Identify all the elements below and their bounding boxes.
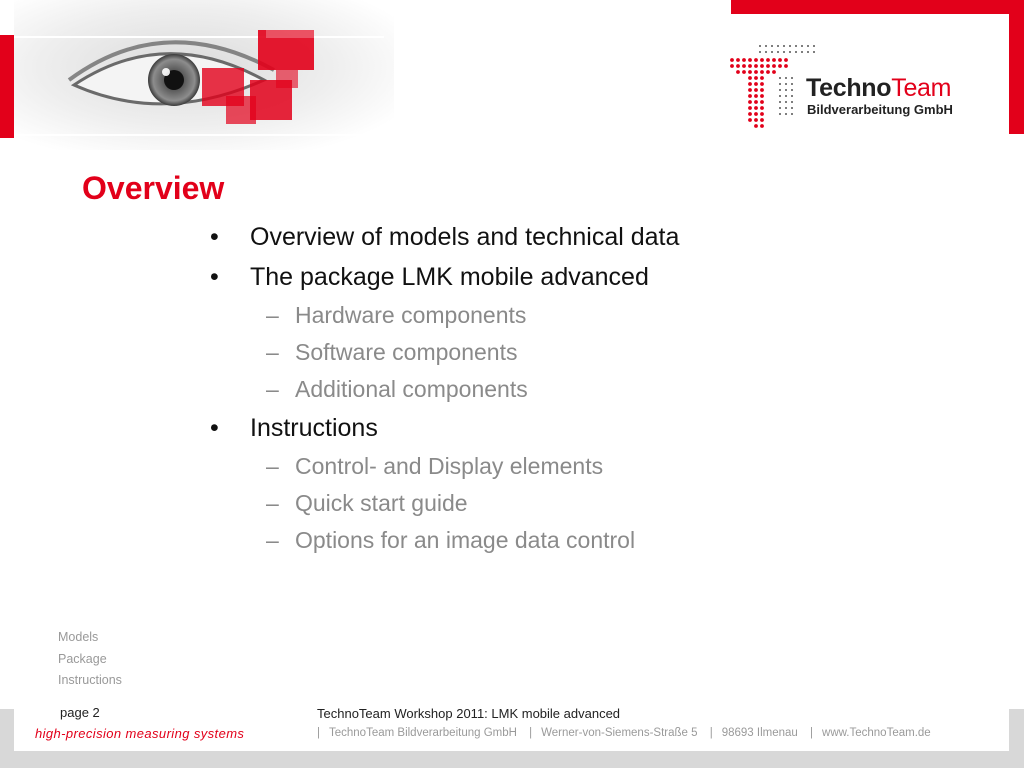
- section-nav: [58, 628, 122, 693]
- footer-address: Werner-von-Siemens-Straße 5: [541, 727, 698, 739]
- sub-bullet-item: – Additional components: [266, 376, 528, 402]
- bullet-item: • The package LMK mobile advanced: [210, 263, 649, 291]
- footer-company: TechnoTeam Bildverarbeitung GmbH: [329, 727, 517, 739]
- bullet-item: • Instructions: [210, 414, 378, 442]
- footer-separator: |: [709, 727, 713, 739]
- sub-bullet-item: – Quick start guide: [266, 490, 468, 516]
- red-accent-bar-top: [731, 0, 1024, 14]
- red-accent-bar-left: [0, 35, 14, 138]
- page-number: page 2: [60, 705, 100, 720]
- company-tagline: high-precision measuring systems: [35, 726, 245, 741]
- dash-icon: –: [266, 339, 279, 365]
- logo-subtitle: Bildverarbeitung GmbH: [807, 102, 953, 117]
- dash-icon: –: [266, 302, 279, 328]
- logo-wordmark: [806, 74, 951, 103]
- nav-link-models[interactable]: Models: [58, 630, 99, 644]
- nav-link-instructions[interactable]: Instructions: [58, 673, 122, 687]
- bullet-dot-icon: •: [210, 414, 219, 442]
- sub-bullet-item: – Options for an image data control: [266, 527, 636, 553]
- sub-bullet-item: – Hardware components: [266, 302, 527, 328]
- footer-separator: |: [810, 727, 814, 739]
- logo-wordmark-team: Team: [891, 74, 952, 102]
- bullet-dot-icon: •: [210, 223, 219, 251]
- bullet-list: [210, 220, 910, 562]
- dash-icon: –: [266, 490, 279, 516]
- bullet-dot-icon: •: [210, 263, 219, 291]
- footer-separator: |: [529, 727, 533, 739]
- nav-link-package[interactable]: Package: [58, 651, 107, 666]
- footer-city: 98693 Ilmenau: [721, 727, 798, 739]
- dash-icon: –: [266, 527, 279, 553]
- footer-website-link[interactable]: www.TechnoTeam.de: [822, 727, 931, 739]
- sub-bullet-item: – Software components: [266, 339, 518, 365]
- eye-banner-image: [14, 0, 394, 150]
- workshop-title: TechnoTeam Workshop 2011: LMK mobile advanced: [317, 706, 621, 721]
- red-accent-bar-right: [1009, 14, 1024, 134]
- footer-separator: |: [317, 727, 320, 739]
- slide-title: Overview: [82, 170, 225, 206]
- dash-icon: –: [266, 453, 279, 479]
- bullet-item: • Overview of models and technical data: [210, 223, 680, 251]
- dash-icon: –: [266, 376, 279, 402]
- sub-bullet-item: – Control- and Display elements: [266, 453, 604, 479]
- footer-contact-info: [314, 727, 937, 739]
- logo-wordmark-techno: Techno: [806, 74, 892, 102]
